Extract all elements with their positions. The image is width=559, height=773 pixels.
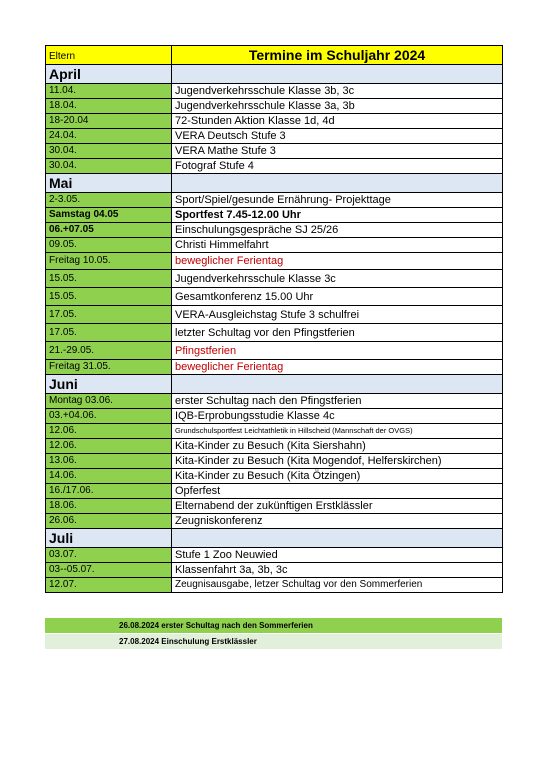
date-cell: 12.06. [46,439,172,454]
event-cell: Sport/Spiel/gesunde Ernährung- Projekttage [172,193,503,208]
table-row [46,253,503,270]
event-cell: Grundschulsportfest Leichtathletik in Hillscheid (Mannschaft der OVGS) [172,424,503,439]
event-cell: VERA-Ausgleichstag Stufe 3 schulfrei [172,306,503,324]
date-cell: 15.05. [46,270,172,288]
date-cell: 2-3.05. [46,193,172,208]
date-cell: 09.05. [46,238,172,253]
event-cell: Christi Himmelfahrt [172,238,503,253]
table-row [46,514,503,529]
date-cell: 17.05. [46,324,172,342]
date-cell: 11.04. [46,84,172,99]
date-cell: 13.06. [46,454,172,469]
date-cell: 18.06. [46,499,172,514]
date-cell: 30.04. [46,159,172,174]
event-cell: Einschulungsgespräche SJ 25/26 [172,223,503,238]
table-row [46,144,503,159]
date-cell: 24.04. [46,129,172,144]
date-cell: 12.06. [46,424,172,439]
event-cell: Fotograf Stufe 4 [172,159,503,174]
header-row [46,46,503,65]
event-cell: Jugendverkehrsschule Klasse 3a, 3b [172,99,503,114]
date-cell: Freitag 10.05. [46,253,172,270]
date-cell: 03.07. [46,548,172,563]
date-cell: 03--05.07. [46,563,172,578]
table-row [46,270,503,288]
event-cell: 72-Stunden Aktion Klasse 1d, 4d [172,114,503,129]
event-cell: Gesamtkonferenz 15.00 Uhr [172,288,503,306]
event-cell: Opferfest [172,484,503,499]
table-row [46,159,503,174]
footer-text: 27.08.2024 Einschulung Erstklässler [119,637,257,646]
event-cell: Kita-Kinder zu Besuch (Kita Mogendof, Helferskirchen) [172,454,503,469]
month-row [46,375,503,394]
date-cell: 16./17.06. [46,484,172,499]
table-row [46,469,503,484]
event-cell: Stufe 1 Zoo Neuwied [172,548,503,563]
date-cell: Montag 03.06. [46,394,172,409]
table-row [46,193,503,208]
table-row [46,454,503,469]
event-cell: Zeugniskonferenz [172,514,503,529]
date-cell: 12.07. [46,578,172,593]
date-cell: 30.04. [46,144,172,159]
table-row [46,84,503,99]
footer-enrollment [45,634,502,649]
event-cell: beweglicher Ferientag [172,253,503,270]
date-cell: 21.-29.05. [46,342,172,360]
schedule-title: Termine im Schuljahr 2024 [172,46,503,65]
month-label: Mai [46,174,172,193]
table-row [46,223,503,238]
table-row [46,409,503,424]
table-row [46,360,503,375]
schedule-table [45,45,503,593]
event-cell: Zeugnisausgabe, letzer Schultag vor den Sommerferien [172,578,503,593]
date-cell: Samstag 04.05 [46,208,172,223]
table-row [46,548,503,563]
event-cell: VERA Mathe Stufe 3 [172,144,503,159]
table-row [46,342,503,360]
event-cell: Jugendverkehrsschule Klasse 3b, 3c [172,84,503,99]
date-cell: 15.05. [46,288,172,306]
footer-text: 26.08.2024 erster Schultag nach den Sommerferien [119,621,313,630]
month-label: Juni [46,375,172,394]
month-row [46,65,503,84]
table-row [46,439,503,454]
table-row [46,324,503,342]
table-row [46,208,503,223]
event-cell: beweglicher Ferientag [172,360,503,375]
date-cell: 06.+07.05 [46,223,172,238]
table-row [46,394,503,409]
event-cell: Elternabend der zukünftigen Erstklässler [172,499,503,514]
table-row [46,306,503,324]
table-row [46,563,503,578]
table-row [46,129,503,144]
month-row [46,174,503,193]
table-row [46,484,503,499]
date-cell: 18-20.04 [46,114,172,129]
table-row [46,578,503,593]
date-cell: 14.06. [46,469,172,484]
event-cell: Sportfest 7.45-12.00 Uhr [172,208,503,223]
table-row [46,238,503,253]
month-row [46,529,503,548]
event-cell: letzter Schultag vor den Pfingstferien [172,324,503,342]
event-cell: VERA Deutsch Stufe 3 [172,129,503,144]
header-left: Eltern [46,46,172,65]
footer-summer-return [45,618,502,633]
month-label: Juli [46,529,172,548]
event-cell: Jugendverkehrsschule Klasse 3c [172,270,503,288]
event-cell: Pfingstferien [172,342,503,360]
date-cell: 03.+04.06. [46,409,172,424]
table-row [46,288,503,306]
table-row [46,114,503,129]
table-row [46,99,503,114]
event-cell: erster Schultag nach den Pfingstferien [172,394,503,409]
month-label: April [46,65,172,84]
date-cell: 18.04. [46,99,172,114]
event-cell: Kita-Kinder zu Besuch (Kita Siershahn) [172,439,503,454]
event-cell: IQB-Erprobungsstudie Klasse 4c [172,409,503,424]
date-cell: 26.06. [46,514,172,529]
event-cell: Klassenfahrt 3a, 3b, 3c [172,563,503,578]
date-cell: 17.05. [46,306,172,324]
event-cell: Kita-Kinder zu Besuch (Kita Ötzingen) [172,469,503,484]
table-row [46,499,503,514]
table-row [46,424,503,439]
date-cell: Freitag 31.05. [46,360,172,375]
